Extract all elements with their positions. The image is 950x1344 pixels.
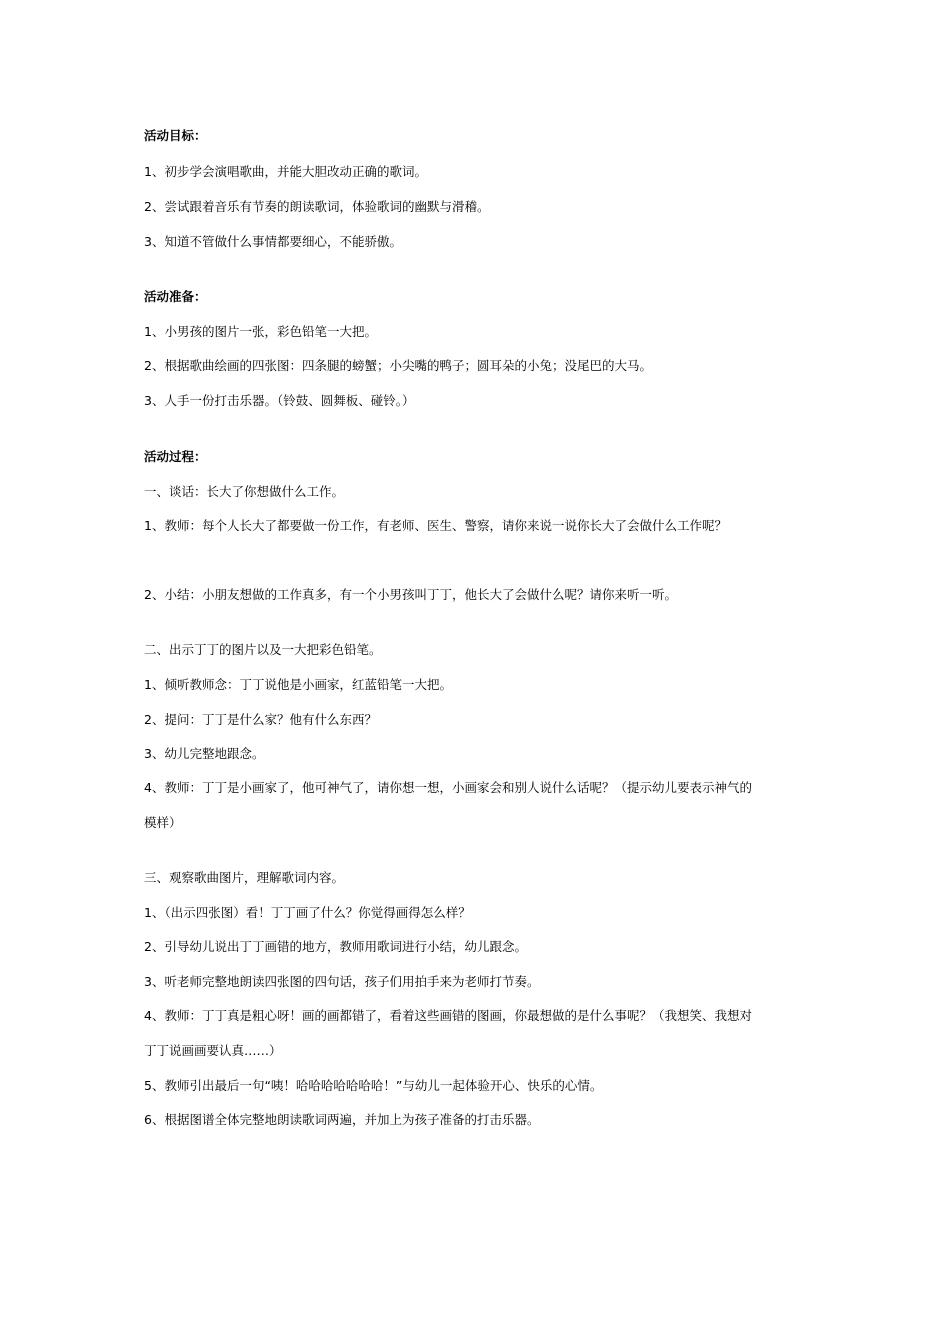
process-part1-item-1: 1、教师：每个人长大了都要做一份工作，有老师、医生、警察，请你来说一说你长大了会做什么工作呢？	[144, 518, 727, 533]
process-part1-item-2: 2、小结：小朋友想做的工作真多，有一个小男孩叫丁丁，他长大了会做什么呢？请你来听一听。	[144, 587, 677, 602]
process-part2-item-1: 1、倾听教师念：丁丁说他是小画家，红蓝铅笔一大把。	[144, 677, 452, 692]
process-part2-item-3: 3、幼儿完整地跟念。	[144, 746, 265, 761]
preparation-heading: 活动准备：	[144, 289, 207, 304]
process-heading: 活动过程：	[144, 449, 207, 464]
process-part3-title: 三、观察歌曲图片，理解歌词内容。	[144, 870, 345, 885]
process-part3-item-4: 4、教师：丁丁真是粗心呀！画的画都错了，看着这些画错的图画，你最想做的是什么事呢？（我想笑、我想对	[144, 1008, 752, 1023]
goals-item-3: 3、知道不管做什么事情都要细心，不能骄傲。	[144, 234, 402, 249]
goals-item-1: 1、初步学会演唱歌曲，并能大胆改动正确的歌词。	[144, 164, 427, 179]
process-part1-title: 一、谈话：长大了你想做什么工作。	[144, 484, 345, 499]
process-part2-item-4: 4、教师：丁丁是小画家了，他可神气了，请你想一想，小画家会和别人说什么话呢？（提示幼儿要表示神气的	[144, 780, 752, 795]
preparation-item-1: 1、小男孩的图片一张，彩色铅笔一大把。	[144, 324, 377, 339]
process-part2-item-2: 2、提问：丁丁是什么家？他有什么东西？	[144, 712, 377, 727]
preparation-item-3: 3、人手一份打击乐器。（铃鼓、圆舞板、碰铃。）	[144, 393, 415, 408]
process-part3-item-1: 1、（出示四张图）看！丁丁画了什么？你觉得画得怎么样？	[144, 905, 471, 920]
process-part3-item-3: 3、听老师完整地朗读四张图的四句话，孩子们用拍手来为老师打节奏。	[144, 974, 540, 989]
process-part2-item-4-cont: 模样）	[144, 815, 182, 830]
process-part3-item-2: 2、引导幼儿说出丁丁画错的地方，教师用歌词进行小结，幼儿跟念。	[144, 939, 527, 954]
goals-heading: 活动目标：	[144, 128, 207, 143]
goals-item-2: 2、尝试跟着音乐有节奏的朗读歌词，体验歌词的幽默与滑稽。	[144, 199, 490, 214]
process-part3-item-4-cont: 丁丁说画画要认真……）	[144, 1043, 282, 1058]
preparation-item-2: 2、根据歌曲绘画的四张图：四条腿的螃蟹；小尖嘴的鸭子；圆耳朵的小兔；没尾巴的大马。	[144, 358, 652, 373]
process-part3-item-6: 6、根据图谱全体完整地朗读歌词两遍，并加上为孩子准备的打击乐器。	[144, 1112, 540, 1127]
process-part3-item-5: 5、教师引出最后一句“咦！哈哈哈哈哈哈哈！”与幼儿一起体验开心、快乐的心情。	[144, 1078, 603, 1093]
process-part2-title: 二、出示丁丁的图片以及一大把彩色铅笔。	[144, 642, 382, 657]
